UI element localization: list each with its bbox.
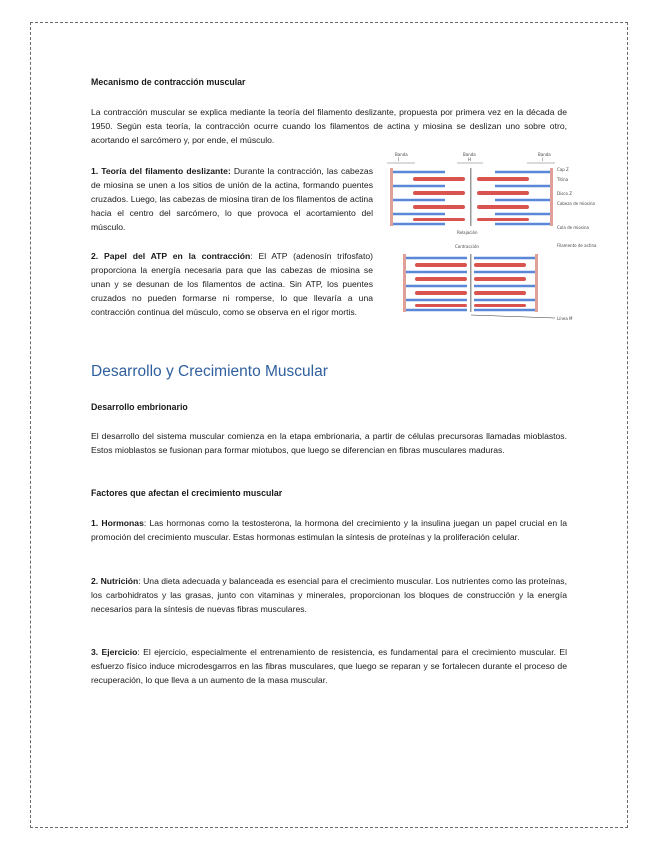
fig-label-banda-1: Banda	[395, 152, 408, 157]
intro-paragraph: La contracción muscular se explica mediante la teoría del filamento deslizante, propuesta por primera vez en la década de 1950. Según esta teoría, la contracción ocurre cuando los filamentos de actina y miosina se deslizan uno sobre otro, acortando el sarcómero y, por ende, el músculo.	[91, 107, 567, 145]
point2-paragraph	[91, 249, 373, 319]
heading-mecanismo: Mecanismo de contracción muscular	[91, 77, 246, 87]
factor-hormonas-label: 1. Hormonas	[91, 518, 144, 528]
point2-text: : El ATP (adenosín trifosfato) proporciona la energía necesaria para que las cabezas de miosina se unan y se desunan de los filamentos de actina. Sin ATP, los puentes cruzados no pueden formarse ni romperse, lo que llevaría a una contracción continua del músculo, como se observa en el rigor mortis.	[91, 251, 373, 317]
factor-hormonas-text: : Las hormonas como la testosterona, la hormona del crecimiento y la insulina juegan un papel crucial en la promoción del crecimiento muscular. Estas hormonas estimulan la síntesis de proteínas y la proliferación celular.	[91, 518, 567, 542]
fig-side-label-3: Disco Z	[557, 191, 572, 196]
fig-side-label-5: Cola de miosina	[557, 225, 589, 230]
subheading-factores: Factores que afectan el crecimiento muscular	[91, 488, 283, 498]
fig-contract-label: Contracción	[455, 244, 479, 249]
factor-nutricion-text: : Una dieta adecuada y balanceada es esencial para el crecimiento muscular. Los nutrientes como las proteínas, los carbohidratos y las grasas, junto con vitaminas y minerales, proporcionan los bloques de construcción y la energía necesarios para la síntesis de nuevas fibras musculares.	[91, 576, 567, 614]
point1-label: 1. Teoría del filamento deslizante:	[91, 166, 231, 176]
fig-sublabel-3: I	[542, 157, 544, 162]
fig-side-label-1: Cap Z	[557, 167, 569, 172]
fig-side-label-2: Titina	[557, 177, 569, 182]
embryonic-paragraph: El desarrollo del sistema muscular comienza en la etapa embrionaria, a partir de células precursoras llamadas mioblastos. Estos mioblastos se fusionan para formar miotubos, que luego se diferencian en fibras musculares maduras.	[91, 431, 567, 455]
fig-relax-label: Relajación	[457, 230, 478, 235]
fig-label-banda-2: Banda	[463, 152, 476, 157]
fig-side-label-6: Filamento de actina	[557, 243, 597, 248]
factor-hormonas	[91, 516, 567, 544]
factor-ejercicio-label: 3. Ejercicio	[91, 647, 138, 657]
factor-ejercicio-text: : El ejercicio, especialmente el entrenamiento de resistencia, es fundamental para el crecimiento muscular. El esfuerzo físico induce microdesgarros en las fibras musculares, que luego se reparan y se fortalecen durante el proceso de recuperación, lo que lleva a un aumento de la masa muscular.	[91, 647, 567, 685]
point1-text: Durante la contracción, las cabezas de miosina se unen a los sitios de unión de la actina, formando puentes cruzados. Luego, las cabezas de miosina tiran de los filamentos de actina hacia el centro del sarcómero, lo que provoca el acortamiento del músculo.	[91, 166, 373, 232]
point2-label: 2. Papel del ATP en la contracción	[91, 251, 251, 261]
fig-sublabel-1: I	[398, 157, 400, 162]
fig-side-label-7: Línea M	[557, 316, 573, 321]
contracted-sarcomere	[403, 254, 555, 318]
factor-nutricion-label: 2. Nutrición	[91, 576, 139, 586]
fig-side-label-4: Cabeza de miosina	[557, 201, 595, 206]
subheading-desarrollo: Desarrollo embrionario	[91, 402, 188, 412]
fig-sublabel-2: H	[468, 157, 472, 162]
sarcomere-figure	[385, 150, 597, 330]
factor-nutricion	[91, 574, 567, 616]
point1-paragraph	[91, 164, 373, 234]
section-title: Desarrollo y Crecimiento Muscular	[91, 363, 328, 380]
relaxed-sarcomere	[390, 168, 553, 226]
fig-label-banda-3: Banda	[538, 152, 551, 157]
factor-ejercicio	[91, 645, 567, 687]
